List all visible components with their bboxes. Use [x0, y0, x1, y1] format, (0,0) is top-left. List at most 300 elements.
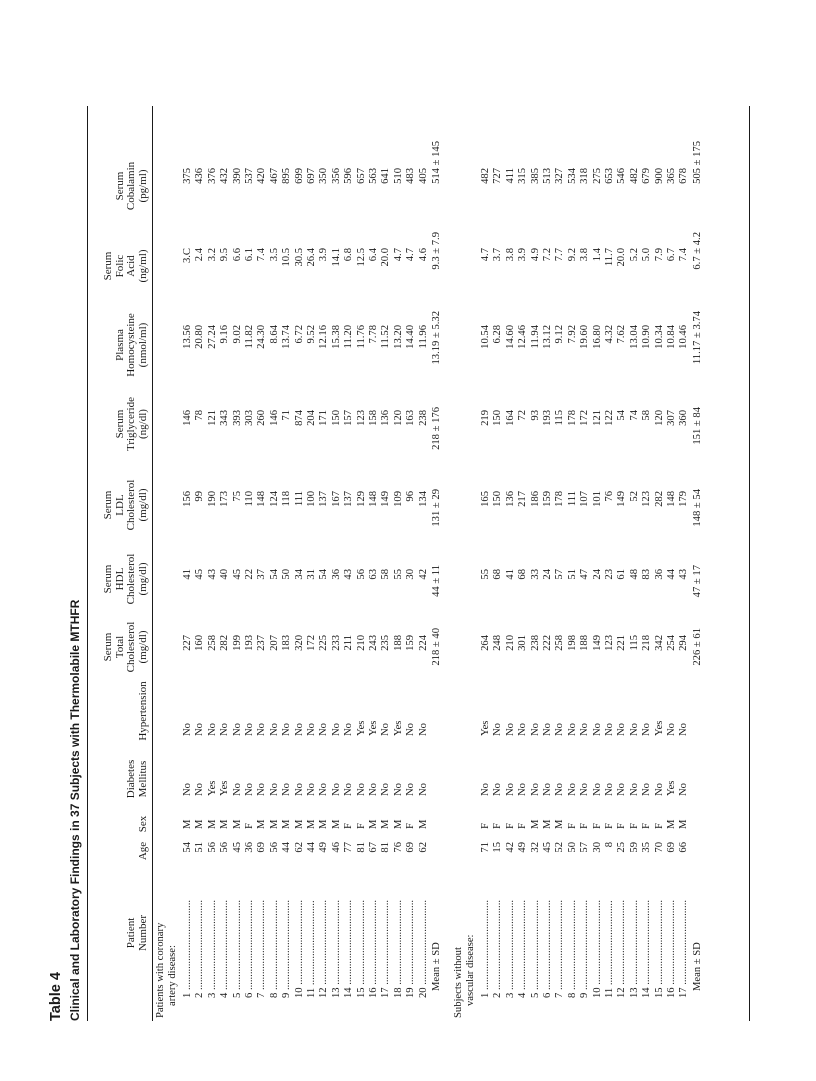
cell-hdl: 33	[529, 569, 541, 580]
cell-hypertension: No	[206, 723, 218, 736]
cell-cobalamin: 318	[579, 168, 591, 184]
cell-patient: 13 ................................	[330, 900, 342, 998]
cell-folate: 7.4	[256, 248, 268, 262]
cell-ldl: 150	[492, 491, 504, 507]
cell-folate: 6.7	[666, 248, 677, 262]
cell-sex: M	[330, 819, 342, 829]
cell-hdl: 37	[256, 569, 268, 580]
header-line: Cholesterol	[125, 479, 138, 531]
cell-sex: M	[318, 819, 330, 829]
cell-total-chol: 282	[219, 635, 231, 651]
cell-folate: 3.8	[579, 248, 591, 262]
cell-trig: 146	[182, 410, 193, 426]
cell-sex: F	[517, 823, 529, 829]
cell-patient: 6 ..................................	[542, 900, 553, 998]
cell-hcy: 12.16	[318, 325, 330, 349]
cell-hdl: 36	[653, 569, 665, 580]
cell-patient: 20 ................................	[417, 900, 429, 998]
group2-section-title	[453, 935, 477, 1018]
cell-age: 44	[281, 842, 293, 853]
cell-sex: M	[554, 819, 566, 829]
cell-hypertension: No	[405, 723, 417, 736]
cell-sex: F	[355, 823, 367, 829]
cell-ldl: 282	[653, 491, 665, 507]
header-line: Serum	[113, 171, 126, 201]
cell-hypertension: No	[417, 723, 429, 736]
cell-ldl: 118	[281, 491, 293, 507]
header-hcy	[115, 299, 150, 391]
cell-patient: 14 ................................	[641, 900, 653, 998]
cell-ldl: 156	[182, 491, 193, 507]
cell-diabetes: No	[194, 783, 206, 796]
cell-hdl: 61	[616, 569, 628, 580]
header-line: Serum	[101, 251, 114, 281]
cell-total-chol: 207	[268, 635, 280, 651]
cell-folate: 1.4	[591, 248, 603, 262]
section-title-line: Patients with coronary	[155, 922, 166, 1018]
cell-age: 81	[380, 842, 392, 853]
cell-hdl: 41	[504, 569, 516, 580]
mean-sd-value: 218 ± 40	[431, 628, 442, 666]
cell-folate: 14.1	[330, 248, 342, 267]
cell-sex: M	[529, 819, 541, 829]
cell-age: 25	[616, 842, 628, 853]
cell-trig: 74	[628, 410, 640, 421]
cell-patient: 12 ................................	[318, 900, 330, 998]
cell-sex: M	[542, 819, 553, 829]
cell-diabetes: No	[554, 783, 566, 796]
cell-hdl: 45	[194, 569, 206, 580]
cell-diabetes: No	[182, 783, 193, 796]
cell-hdl: 36	[330, 569, 342, 580]
cell-total-chol: 301	[517, 635, 529, 651]
cell-sex: F	[641, 823, 653, 829]
cell-diabetes: No	[392, 783, 404, 796]
top-rule	[87, 106, 88, 1021]
cell-cobalamin: 375	[182, 168, 193, 184]
cell-hypertension: No	[641, 723, 653, 736]
cell-cobalamin: 420	[256, 168, 268, 184]
header-line: Triglyceride	[125, 397, 138, 451]
mean-sd-value: 151 ± 84	[691, 407, 703, 445]
cell-total-chol: 198	[566, 635, 578, 651]
mean-sd-label: Mean ± SD	[431, 942, 442, 991]
header-line: Folic	[113, 254, 126, 278]
cell-age: 45	[231, 842, 243, 853]
cell-age: 49	[517, 842, 529, 853]
cell-total-chol: 294	[678, 635, 690, 651]
cell-ldl: 136	[504, 491, 516, 507]
cell-diabetes: No	[591, 783, 603, 796]
cell-hcy: 10.90	[641, 325, 653, 349]
cell-trig: 874	[293, 410, 305, 426]
cell-patient: 13 ................................	[628, 900, 640, 998]
cell-age: 32	[529, 842, 541, 853]
header-diabetes	[126, 749, 150, 809]
header-line: (ng/dl)	[137, 409, 150, 439]
cell-trig: 121	[206, 410, 218, 426]
cell-cobalamin: 596	[343, 168, 355, 184]
cell-trig: 54	[616, 410, 628, 421]
cell-folate: 30.5	[293, 248, 305, 267]
cell-age: 59	[628, 842, 640, 853]
cell-ldl: 134	[417, 491, 429, 507]
cell-folate: 6.1	[244, 248, 255, 262]
cell-sex: F	[628, 823, 640, 829]
cell-folate: 5.0	[641, 248, 653, 262]
cell-total-chol: 222	[542, 635, 553, 651]
cell-hcy: 24.30	[256, 325, 268, 349]
cell-sex: M	[666, 819, 677, 829]
cell-folate: 3.2	[206, 248, 218, 262]
header-line: Sex	[137, 815, 150, 833]
cell-ldl: 186	[529, 491, 541, 507]
cell-cobalamin: 432	[219, 168, 231, 184]
cell-age: 30	[591, 842, 603, 853]
cell-total-chol: 160	[194, 635, 206, 651]
cell-hdl: 47	[579, 569, 591, 580]
cell-patient: 10 ................................	[293, 900, 305, 998]
cell-patient: 9 ..................................	[579, 900, 591, 998]
header-folate	[103, 236, 150, 296]
cell-hypertension: No	[256, 723, 268, 736]
cell-trig: 120	[392, 410, 404, 426]
cell-sex: M	[306, 819, 317, 829]
cell-trig: 172	[579, 410, 591, 426]
cell-hcy: 11.96	[417, 325, 429, 349]
cell-folate: 3.9	[318, 248, 330, 262]
cell-diabetes: Yes	[206, 780, 218, 796]
cell-diabetes: No	[542, 783, 553, 796]
cell-hdl: 43	[678, 569, 690, 580]
cell-diabetes: No	[604, 783, 615, 796]
cell-hcy: 13.04	[628, 325, 640, 349]
cell-ldl: 111	[293, 491, 305, 507]
cell-total-chol: 188	[579, 635, 591, 651]
cell-trig: 121	[591, 410, 603, 426]
cell-hcy: 9.02	[231, 325, 243, 344]
cell-sex: F	[480, 823, 491, 829]
cell-hdl: 24	[542, 569, 553, 580]
header-patient	[126, 863, 150, 1003]
cell-hypertension: No	[517, 723, 529, 736]
cell-cobalamin: 900	[653, 168, 665, 184]
header-line: (mg/dl)	[137, 562, 150, 596]
cell-patient: 16 ................................	[368, 900, 379, 998]
cell-patient: 8 ..................................	[566, 900, 578, 998]
cell-age: 70	[653, 842, 665, 853]
header-line: Cholesterol	[125, 553, 138, 605]
cell-folate: 6.4	[368, 248, 379, 262]
cell-hcy: 13.12	[542, 325, 553, 349]
table-title: Clinical and Laboratory Findings in 37 Subjects with Thermolabile MTHFR	[68, 599, 82, 1021]
cell-cobalamin: 699	[293, 168, 305, 184]
cell-cobalamin: 365	[666, 168, 677, 184]
cell-age: 35	[641, 842, 653, 853]
cell-ldl: 129	[355, 491, 367, 507]
cell-trig: 204	[306, 410, 317, 426]
cell-diabetes: Yes	[666, 780, 677, 796]
cell-patient: 15 ................................	[355, 900, 367, 998]
cell-hcy: 11.52	[380, 325, 392, 349]
cell-diabetes: No	[653, 783, 665, 796]
cell-age: 49	[318, 842, 330, 853]
cell-trig: 78	[194, 410, 206, 421]
cell-age: 8	[604, 842, 615, 848]
cell-cobalamin: 510	[392, 168, 404, 184]
cell-folate: 4.9	[529, 248, 541, 262]
cell-hdl: 30	[405, 569, 417, 580]
header-trig	[115, 385, 150, 463]
cell-sex: F	[405, 823, 417, 829]
cell-total-chol: 221	[616, 635, 628, 651]
cell-cobalamin: 546	[616, 168, 628, 184]
header-line: Diabetes	[125, 759, 138, 799]
mean-sd-value: 218 ± 176	[431, 407, 442, 450]
cell-ldl: 159	[542, 491, 553, 507]
cell-folate: 20.0	[616, 248, 628, 267]
cell-cobalamin: 327	[554, 168, 566, 184]
cell-patient: 1 ..................................	[480, 900, 491, 998]
mean-sd-value: 6.7 ± 4.2	[691, 232, 703, 270]
cell-hypertension: No	[666, 723, 677, 736]
header-line: Homocysteine	[125, 313, 138, 377]
cell-total-chol: 188	[392, 635, 404, 651]
cell-total-chol: 238	[529, 635, 541, 651]
cell-patient: 11 ................................	[604, 900, 615, 998]
cell-ldl: 149	[616, 491, 628, 507]
cell-ldl: 124	[268, 491, 280, 507]
cell-age: 69	[405, 842, 417, 853]
cell-hcy: 7.78	[368, 325, 379, 344]
mean-sd-value: 11.17 ± 3.74	[691, 311, 703, 365]
cell-diabetes: No	[318, 783, 330, 796]
cell-hdl: 56	[355, 569, 367, 580]
cell-hypertension: No	[231, 723, 243, 736]
header-line: (mg/dl)	[137, 630, 150, 664]
cell-trig: 360	[678, 410, 690, 426]
cell-folate: 3.7	[492, 248, 504, 262]
cell-hdl: 44	[666, 569, 677, 580]
cell-cobalamin: 537	[244, 168, 255, 184]
cell-age: 54	[182, 842, 193, 853]
cell-cobalamin: 275	[591, 168, 603, 184]
cell-hcy: 11.20	[343, 325, 355, 349]
cell-ldl: 76	[604, 491, 615, 502]
cell-ldl: 123	[641, 491, 653, 507]
cell-hypertension: No	[554, 723, 566, 736]
cell-sex: F	[653, 823, 665, 829]
cell-age: 36	[244, 842, 255, 853]
cell-patient: 16 ................................	[666, 900, 677, 998]
cell-hcy: 12.46	[517, 325, 529, 349]
cell-hcy: 9.52	[306, 325, 317, 344]
cell-diabetes: No	[306, 783, 317, 796]
cell-folate: 20.0	[380, 248, 392, 267]
header-line: (nmol/ml)	[137, 322, 150, 368]
cell-total-chol: 199	[231, 635, 243, 651]
header-rule	[152, 106, 153, 1021]
mean-sd-value: 148 ± 54	[691, 489, 703, 527]
cell-ldl: 179	[678, 491, 690, 507]
cell-hdl: 31	[306, 569, 317, 580]
cell-hdl: 45	[231, 569, 243, 580]
cell-diabetes: No	[492, 783, 504, 796]
cell-folate: 9.5	[219, 248, 231, 262]
cell-age: 62	[293, 842, 305, 853]
mean-sd-value: 505 ± 175	[691, 141, 703, 184]
cell-trig: 219	[480, 410, 491, 426]
header-line: Total	[113, 635, 126, 659]
cell-total-chol: 227	[182, 635, 193, 651]
cell-sex: M	[268, 819, 280, 829]
cell-hcy: 14.60	[504, 325, 516, 349]
cell-sex: M	[293, 819, 305, 829]
cell-hcy: 6.28	[492, 325, 504, 344]
cell-age: 76	[392, 842, 404, 853]
cell-ldl: 137	[343, 491, 355, 507]
cell-hypertension: No	[219, 723, 231, 736]
cell-ldl: 148	[368, 491, 379, 507]
cell-age: 56	[268, 842, 280, 853]
cell-diabetes: No	[256, 783, 268, 796]
cell-hypertension: No	[604, 723, 615, 736]
cell-hcy: 7.62	[616, 325, 628, 344]
cell-hcy: 11.76	[355, 325, 367, 349]
cell-cobalamin: 563	[368, 168, 379, 184]
cell-hdl: 24	[591, 569, 603, 580]
cell-sex: M	[417, 819, 429, 829]
cell-age: 66	[678, 842, 690, 853]
cell-age: 44	[306, 842, 317, 853]
cell-folate: 7.7	[554, 248, 566, 262]
cell-ldl: 52	[628, 491, 640, 502]
cell-hdl: 83	[641, 569, 653, 580]
cell-hcy: 15.38	[330, 325, 342, 349]
cell-trig: 157	[343, 410, 355, 426]
cell-sex: M	[380, 819, 392, 829]
cell-total-chol: 258	[206, 635, 218, 651]
cell-ldl: 149	[380, 491, 392, 507]
cell-hcy: 8.64	[268, 325, 280, 344]
cell-total-chol: 123	[604, 635, 615, 651]
cell-folate: 7.4	[678, 248, 690, 262]
cell-trig: 150	[330, 410, 342, 426]
cell-folate: 2.4	[194, 248, 206, 262]
cell-diabetes: No	[566, 783, 578, 796]
cell-total-chol: 254	[666, 635, 677, 651]
cell-hcy: 19.60	[579, 325, 591, 349]
cell-patient: 17 ................................	[678, 900, 690, 998]
cell-hdl: 55	[392, 569, 404, 580]
cell-sex: F	[343, 823, 355, 829]
cell-sex: M	[281, 819, 293, 829]
cell-ldl: 173	[219, 491, 231, 507]
header-line: Serum	[113, 409, 126, 439]
cell-folate: 3.5	[268, 248, 280, 262]
cell-hypertension: No	[182, 723, 193, 736]
mean-sd-value: 131 ± 29	[431, 489, 442, 527]
cell-total-chol: 211	[343, 635, 355, 651]
cell-hypertension: No	[678, 723, 690, 736]
cell-hypertension: No	[492, 723, 504, 736]
cell-trig: 136	[380, 410, 392, 426]
cell-cobalamin: 657	[355, 168, 367, 184]
cell-hypertension: Yes	[480, 720, 491, 736]
cell-sex: M	[182, 819, 193, 829]
cell-hypertension: No	[566, 723, 578, 736]
cell-patient: 8 ..................................	[268, 900, 280, 998]
cell-hypertension: No	[293, 723, 305, 736]
bottom-rule	[749, 106, 750, 1021]
cell-cobalamin: 534	[566, 168, 578, 184]
cell-hdl: 57	[554, 569, 566, 580]
cell-cobalamin: 467	[268, 168, 280, 184]
cell-diabetes: No	[529, 783, 541, 796]
cell-diabetes: No	[268, 783, 280, 796]
cell-patient: 6 ..................................	[244, 900, 255, 998]
cell-total-chol: 258	[554, 635, 566, 651]
cell-hdl: 58	[380, 569, 392, 580]
cell-cobalamin: 727	[492, 168, 504, 184]
cell-trig: 164	[504, 410, 516, 426]
cell-cobalamin: 513	[542, 168, 553, 184]
cell-ldl: 190	[206, 491, 218, 507]
cell-folate: 7.2	[542, 248, 553, 262]
cell-hcy: 13.20	[392, 325, 404, 349]
cell-hdl: 68	[492, 569, 504, 580]
cell-hdl: 54	[318, 569, 330, 580]
cell-hdl: 68	[517, 569, 529, 580]
header-line: Plasma	[113, 329, 126, 361]
cell-hdl: 40	[219, 569, 231, 580]
cell-folate: 6.6	[231, 248, 243, 262]
cell-ldl: 100	[306, 491, 317, 507]
cell-folate: 26.4	[306, 248, 317, 267]
cell-patient: 9 ..................................	[281, 900, 293, 998]
section-title-line: vascular disease:	[465, 934, 476, 1006]
cell-sex: F	[579, 823, 591, 829]
cell-age: 69	[256, 842, 268, 853]
cell-ldl: 148	[256, 491, 268, 507]
cell-trig: 146	[268, 410, 280, 426]
cell-hypertension: Yes	[368, 720, 379, 736]
cell-age: 77	[343, 842, 355, 853]
cell-sex: F	[604, 823, 615, 829]
cell-hcy: 10.46	[678, 325, 690, 349]
cell-ldl: 101	[591, 491, 603, 507]
cell-hcy: 10.84	[666, 325, 677, 349]
cell-diabetes: No	[579, 783, 591, 796]
header-ldl	[103, 469, 150, 541]
cell-hypertension: No	[268, 723, 280, 736]
cell-total-chol: 172	[306, 635, 317, 651]
header-line: (ng/ml)	[137, 249, 150, 283]
cell-trig: 71	[281, 410, 293, 421]
cell-cobalamin: 678	[678, 168, 690, 184]
cell-cobalamin: 697	[306, 168, 317, 184]
cell-diabetes: No	[244, 783, 255, 796]
cell-age: 71	[480, 842, 491, 853]
cell-total-chol: 183	[281, 635, 293, 651]
cell-total-chol: 224	[417, 635, 429, 651]
cell-trig: 115	[554, 410, 566, 426]
cell-cobalamin: 641	[380, 168, 392, 184]
cell-trig: 150	[492, 410, 504, 426]
cell-hdl: 63	[368, 569, 379, 580]
cell-hcy: 10.54	[480, 325, 491, 349]
header-line: (pg/ml)	[137, 169, 150, 203]
